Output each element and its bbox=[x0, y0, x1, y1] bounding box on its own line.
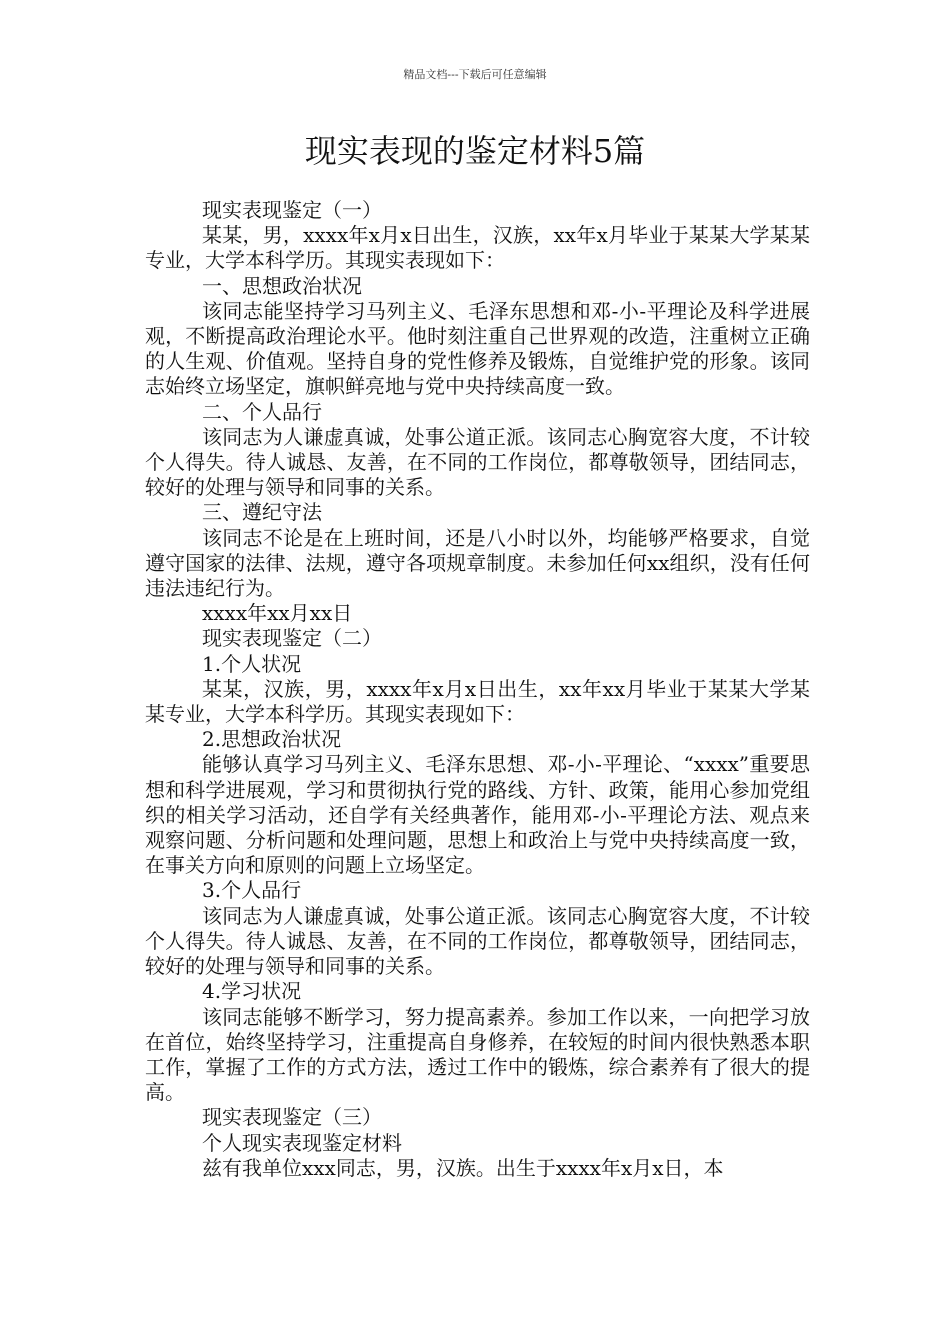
document-body bbox=[145, 198, 810, 1181]
paragraph: 能够认真学习马列主义、毛泽东思想、邓-小-平理论、“xxxx”重要思想和科学进展观，学习和贯彻执行党的路线、方针、政策，能用心参加党组织的相关学习活动，还自学有关经典著作，能用邓-小-平理论方法、观点来观察问题、分析问题和处理问题，思想上和政治上与党中央持续高度一致，在事关方向和原则的问题上立场坚定。 bbox=[145, 752, 810, 878]
paragraph: 该同志不论是在上班时间，还是八小时以外，均能够严格要求，自觉遵守国家的法律、法规，遵守各项规章制度。未参加任何xx组织，没有任何违法违纪行为。 bbox=[145, 525, 810, 601]
paragraph: 兹有我单位xxx同志，男，汉族。出生于xxxx年x月x日，本 bbox=[202, 1155, 724, 1180]
subheading: 3.个人品行 bbox=[202, 878, 302, 903]
date-line: xxxx年xx月xx日 bbox=[202, 601, 353, 626]
section-heading-3: 现实表现鉴定（三） bbox=[202, 1105, 382, 1130]
section-heading-2: 现实表现鉴定（二） bbox=[202, 626, 382, 651]
subheading: 4.学习状况 bbox=[202, 979, 302, 1004]
subheading: 1.个人状况 bbox=[202, 651, 302, 676]
paragraph: 某某，汉族，男，xxxx年x月x日出生，xx年xx月毕业于某某大学某某专业，大学本科学历。其现实表现如下： bbox=[145, 676, 810, 727]
paragraph: 该同志为人谦虚真诚，处事公道正派。该同志心胸宽容大度，不计较个人得失。待人诚恳、友善，在不同的工作岗位，都尊敬领导，团结同志，较好的处理与领导和同事的关系。 bbox=[145, 903, 810, 979]
paragraph: 该同志能坚持学习马列主义、毛泽东思想和邓-小-平理论及科学进展观，不断提高政治理论水平。他时刻注重自己世界观的改造，注重树立正确的人生观、价值观。坚持自身的党性修养及锻炼，自觉维护党的形象。该同志始终立场坚定，旗帜鲜亮地与党中央持续高度一致。 bbox=[145, 298, 810, 399]
paragraph: 某某，男，xxxx年x月x日出生，汉族，xx年x月毕业于某某大学某某专业，大学本科学历。其现实表现如下： bbox=[145, 223, 810, 273]
paragraph: 该同志能够不断学习，努力提高素养。参加工作以来，一向把学习放在首位，始终坚持学习，注重提高自身修养，在较短的时间内很快熟悉本职工作，掌握了工作的方式方法，透过工作中的锻炼，综合素养有了很大的提高。 bbox=[145, 1004, 810, 1105]
subheading: 个人现实表现鉴定材料 bbox=[202, 1130, 402, 1155]
header-note: 精品文档---下载后可任意编辑 bbox=[403, 68, 547, 81]
subheading: 2.思想政治状况 bbox=[202, 727, 342, 752]
subheading: 二、个人品行 bbox=[202, 399, 322, 424]
document-title: 现实表现的鉴定材料5篇 bbox=[304, 132, 646, 170]
subheading: 三、遵纪守法 bbox=[202, 500, 322, 525]
section-heading-1: 现实表现鉴定（一） bbox=[202, 198, 382, 222]
subheading: 一、思想政治状况 bbox=[202, 273, 362, 298]
paragraph: 该同志为人谦虚真诚，处事公道正派。该同志心胸宽容大度，不计较个人得失。待人诚恳、友善，在不同的工作岗位，都尊敬领导，团结同志，较好的处理与领导和同事的关系。 bbox=[145, 424, 810, 500]
